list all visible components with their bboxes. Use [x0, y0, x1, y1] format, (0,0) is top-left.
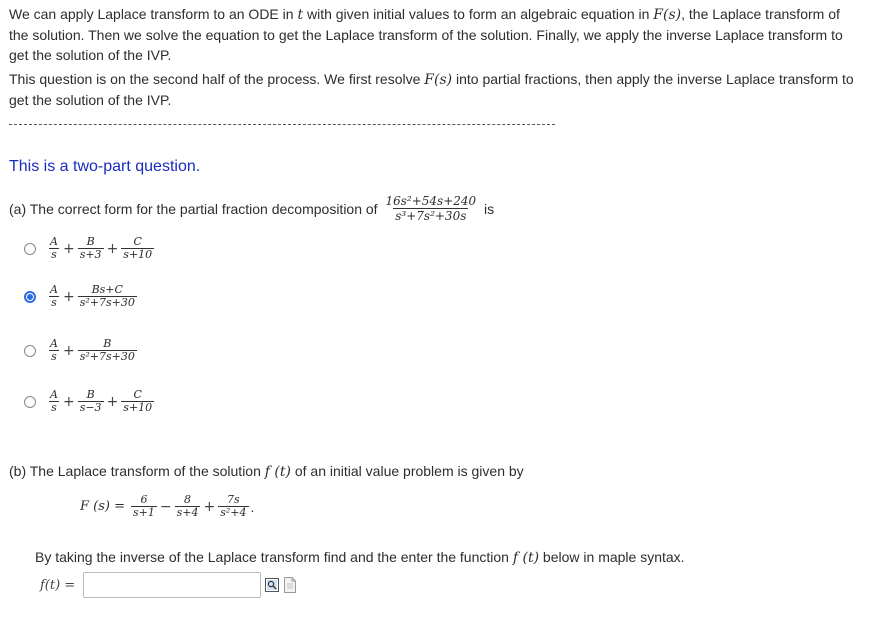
- option-4[interactable]: $\frac{A}{s}$ + $\frac{B}{s-3}$ + $\frac{C}{s+10}$: [24, 389, 156, 414]
- option-3-radio[interactable]: [24, 345, 36, 357]
- laplace-expression: F (s) = $\frac{6}{s+1}$ − $\frac{8}{s+4}$ + $\frac{7s}{\text{s²+4}}$ .: [80, 493, 255, 519]
- fs-term-1: $\frac{6}{s+1}$: [133, 493, 155, 519]
- answer-input[interactable]: [83, 572, 261, 598]
- option-1[interactable]: $\frac{A}{s}$ + $\frac{B}{s+3}$ + $\frac{C}{s+10}$: [24, 236, 156, 261]
- option-2[interactable]: $\frac{A}{s}$ + $\frac{Bs+C}{\text{s²+7s+30}}$: [24, 284, 139, 309]
- option-1-radio[interactable]: [24, 243, 36, 255]
- option-3-term-1: $\frac{A}{s}$: [50, 337, 58, 363]
- option-2-term-2: $\frac{Bs+C}{\text{s²+7s+30}}$: [79, 283, 135, 309]
- option-4-term-2: $\frac{B}{s-3}$: [79, 388, 102, 414]
- fs-term-3: $\frac{7s}{\text{s²+4}}$: [220, 493, 247, 519]
- two-part-heading: This is a two-part question.: [9, 158, 201, 175]
- option-2-term-1: $\frac{A}{s}$: [50, 283, 58, 309]
- intro-paragraph-2: This question is on the second half of the process. We first resolve F(s) into partial fractions, then apply the inverse Laplace transform to get the solution of the IVP.: [9, 71, 854, 108]
- option-2-radio[interactable]: [24, 291, 36, 303]
- option-1-term-3: $\frac{C}{s+10}$: [123, 235, 153, 261]
- option-3[interactable]: $\frac{A}{s}$ + $\frac{B}{\text{s²+7s+30}}$: [24, 338, 139, 363]
- answer-label: f(t) =: [40, 577, 76, 593]
- intro-paragraph-1: We can apply Laplace transform to an ODE in t with given initial values to form an algebraic equation in F(s), the Laplace transform of the solution. Then we solve the equation to get the Laplace transform of the solution. Finally, we apply the inverse Laplace transform to get the solution of the IVP.: [9, 6, 843, 63]
- part-a-label: (a) The correct form for the partial fraction decomposition of: [9, 200, 378, 217]
- fs-term-2: $\frac{8}{s+4}$: [176, 493, 199, 519]
- help-doc-icon[interactable]: [283, 577, 297, 593]
- target-fraction: $\frac{\text{16s²+54s+240}}{\text{s³+7s²+30s}}$: [385, 194, 477, 223]
- option-3-term-2: $\frac{B}{\text{s²+7s+30}}$: [79, 337, 135, 363]
- part-a-question: [9, 194, 494, 223]
- option-4-term-3: $\frac{C}{s+10}$: [123, 388, 153, 414]
- option-1-term-2: $\frac{B}{s+3}$: [79, 235, 102, 261]
- part-a-suffix: is: [484, 200, 495, 217]
- answer-row: [40, 572, 297, 598]
- option-4-radio[interactable]: [24, 396, 36, 408]
- part-b-instruction: By taking the inverse of the Laplace transform find and the enter the function f (t) below in maple syntax.: [35, 549, 685, 566]
- option-1-term-1: $\frac{A}{s}$: [50, 235, 58, 261]
- part-b-label: (b) The Laplace transform of the solution f (t) of an initial value problem is given by: [9, 463, 524, 480]
- dashed-divider: [9, 124, 555, 125]
- option-4-term-1: $\frac{A}{s}$: [50, 388, 58, 414]
- maple-preview-icon[interactable]: [265, 577, 279, 593]
